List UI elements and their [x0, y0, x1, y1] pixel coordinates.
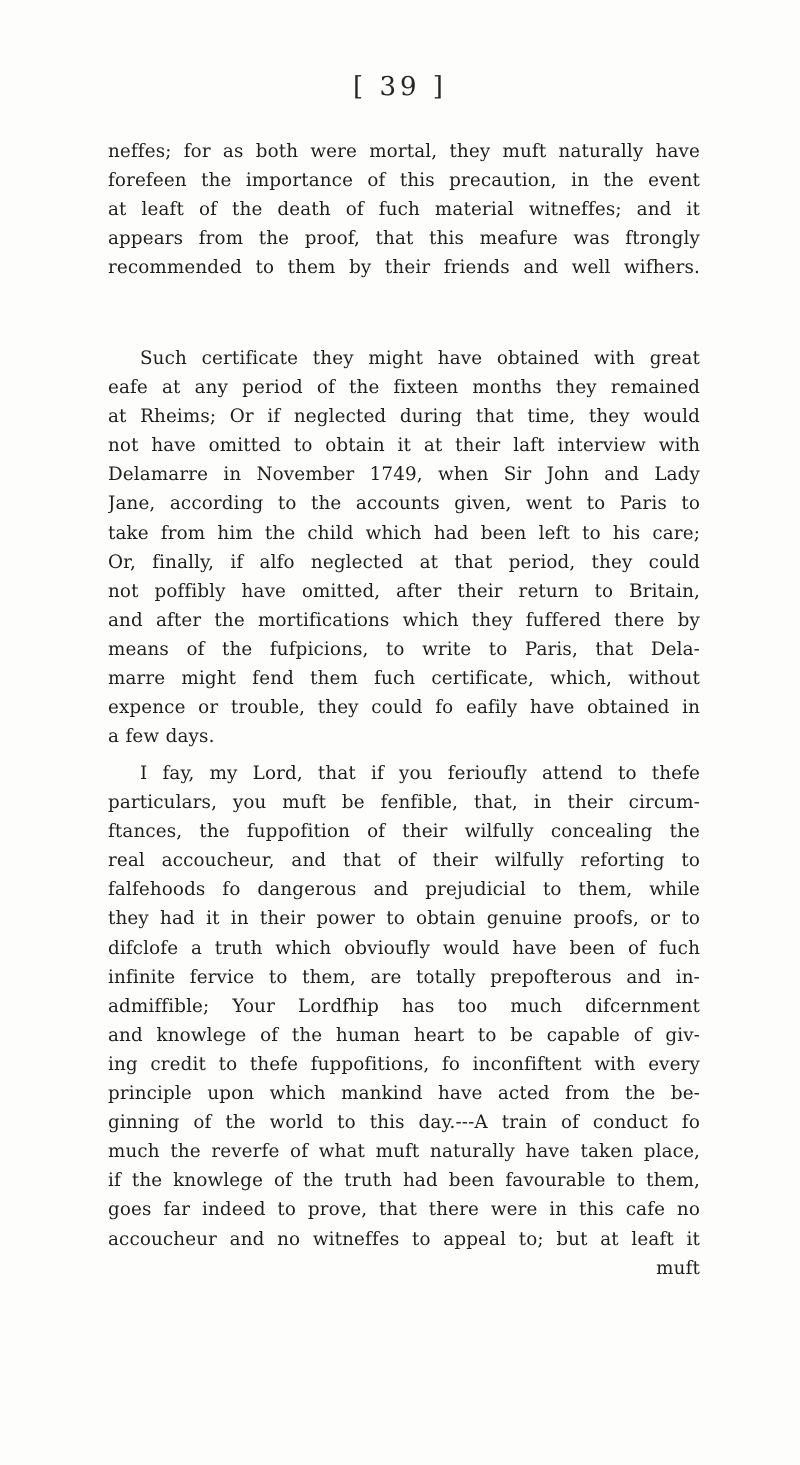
text-line: Delamarre in November 1749, when Sir John and Lady: [108, 464, 700, 486]
text-line: falfehoods fo dangerous and prejudicial to them, while: [108, 879, 700, 901]
paragraph-2: [108, 344, 700, 751]
text-line: neffes; for as both were mortal, they muft naturally have: [108, 141, 700, 162]
paragraph-1: [108, 137, 700, 282]
text-line: difclofe a truth which obvioufly would have been of fuch: [108, 937, 700, 959]
text-line: particulars, you muft be fenfible, that, in their circum-: [108, 792, 700, 814]
text-line: Or, finally, if alfo neglected at that period, they could: [108, 551, 700, 573]
text-line: not poffibly have omitted, after their return to Britain,: [108, 580, 700, 602]
text-line: and knowlege of the human heart to be capable of giv-: [108, 1024, 700, 1046]
text-line: accoucheur and no witneffes to appeal to; but at leaft it: [108, 1228, 700, 1250]
text-line: goes far indeed to prove, that there were in this cafe no: [108, 1199, 700, 1221]
text-line: principle upon which mankind have acted from the be-: [108, 1083, 700, 1105]
text-line: infinite fervice to them, are totally prepofterous and in-: [108, 966, 700, 988]
text-line: expence or trouble, they could fo eafily have obtained in: [108, 697, 700, 719]
text-line: Jane, according to the accounts given, went to Paris to: [108, 493, 700, 515]
paragraph-3: [108, 759, 700, 1283]
text-line: recommended to them by their friends and well wifhers.: [108, 257, 700, 279]
text-line: if the knowlege of the truth had been favourable to them,: [108, 1170, 700, 1192]
text-line: much the reverfe of what muft naturally have taken place,: [108, 1141, 700, 1163]
text-line: they had it in their power to obtain genuine proofs, or to: [108, 908, 700, 930]
text-line: I fay, my Lord, that if you ferioufly attend to thefe: [140, 763, 700, 784]
text-line: forefeen the importance of this precaution, in the event: [108, 170, 700, 192]
text-line: and after the mortifications which they fuffered there by: [108, 609, 700, 631]
text-line: admiffible; Your Lordfhip has too much difcernment: [108, 995, 700, 1017]
text-line: marre might fend them fuch certificate, which, without: [108, 668, 700, 690]
text-line: ftances, the fuppofition of their wilfully concealing the: [108, 821, 700, 843]
catchword: muft: [656, 1257, 700, 1279]
text-line: ginning of the world to this day.---A train of conduct fo: [108, 1112, 700, 1134]
text-line: Such certificate they might have obtained with great: [140, 348, 700, 369]
text-line: take from him the child which had been left to his care;: [108, 522, 700, 544]
page-number: [ 39 ]: [353, 72, 447, 102]
text-line: at leaft of the death of fuch material witneffes; and it: [108, 199, 700, 221]
text-line: means of the fufpicions, to write to Paris, that Dela-: [108, 638, 700, 660]
text-line: ing credit to thefe fuppofitions, fo inconfiftent with every: [108, 1053, 700, 1075]
text-line: real accoucheur, and that of their wilfully reforting to: [108, 850, 700, 872]
text-line: appears from the proof, that this meafure was ftrongly: [108, 228, 700, 250]
text-line: eafe at any period of the fixteen months they remained: [108, 377, 700, 399]
text-line: at Rheims; Or if neglected during that time, they would: [108, 406, 700, 428]
text-line: a few days.: [108, 726, 215, 748]
text-line: not have omitted to obtain it at their laft interview with: [108, 435, 700, 457]
